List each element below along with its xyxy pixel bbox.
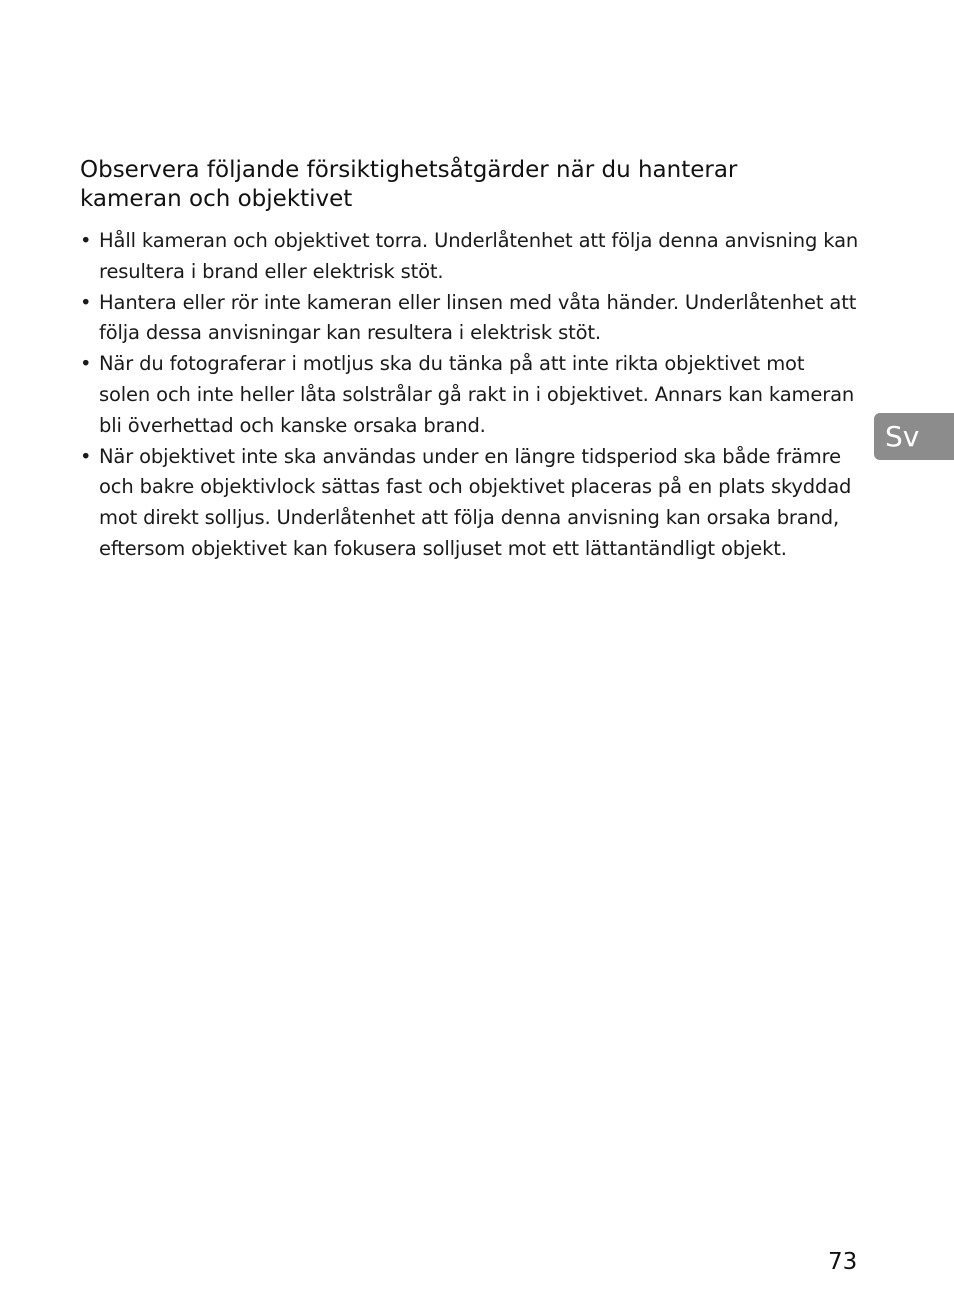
list-item [80,349,860,441]
section-heading: Observera följande försiktighetsåtgärder när du hanterar kameran och objektivet [80,157,738,212]
list-item-text: När du fotograferar i motljus ska du tänka på att inte rikta objektivet mot solen och inte heller låta solstrålar gå rakt in i objektivet. Annars kan kameran bli överhettad och kanske orsaka brand. [99,352,855,437]
page-number: 73 [828,1249,858,1275]
bullet-icon: • [80,444,92,468]
list-item-text: När objektivet inte ska användas under en längre tidsperiod ska både främre och bakre objektivlock sättas fast och objektivet placeras på en plats skyddad mot direkt solljus. Underlåtenhet att följa denna anvisning kan orsaka brand, eftersom objektivet kan fokusera solljuset mot ett lättantändligt objekt. [99,444,852,560]
list-item [80,442,860,565]
bullet-icon: • [80,290,92,314]
precaution-list [80,226,860,565]
list-item [80,226,860,288]
bullet-icon: • [80,352,92,376]
list-item [80,288,860,350]
list-item-text: Hantera eller rör inte kameran eller linsen med våta händer. Underlåtenhet att följa dessa anvisningar kan resultera i elektrisk stöt. [99,290,857,345]
language-tab: Sv [874,413,954,460]
list-item-text: Håll kameran och objektivet torra. Underlåtenhet att följa denna anvisning kan resultera i brand eller elektrisk stöt. [99,229,859,283]
bullet-icon: • [80,229,92,252]
